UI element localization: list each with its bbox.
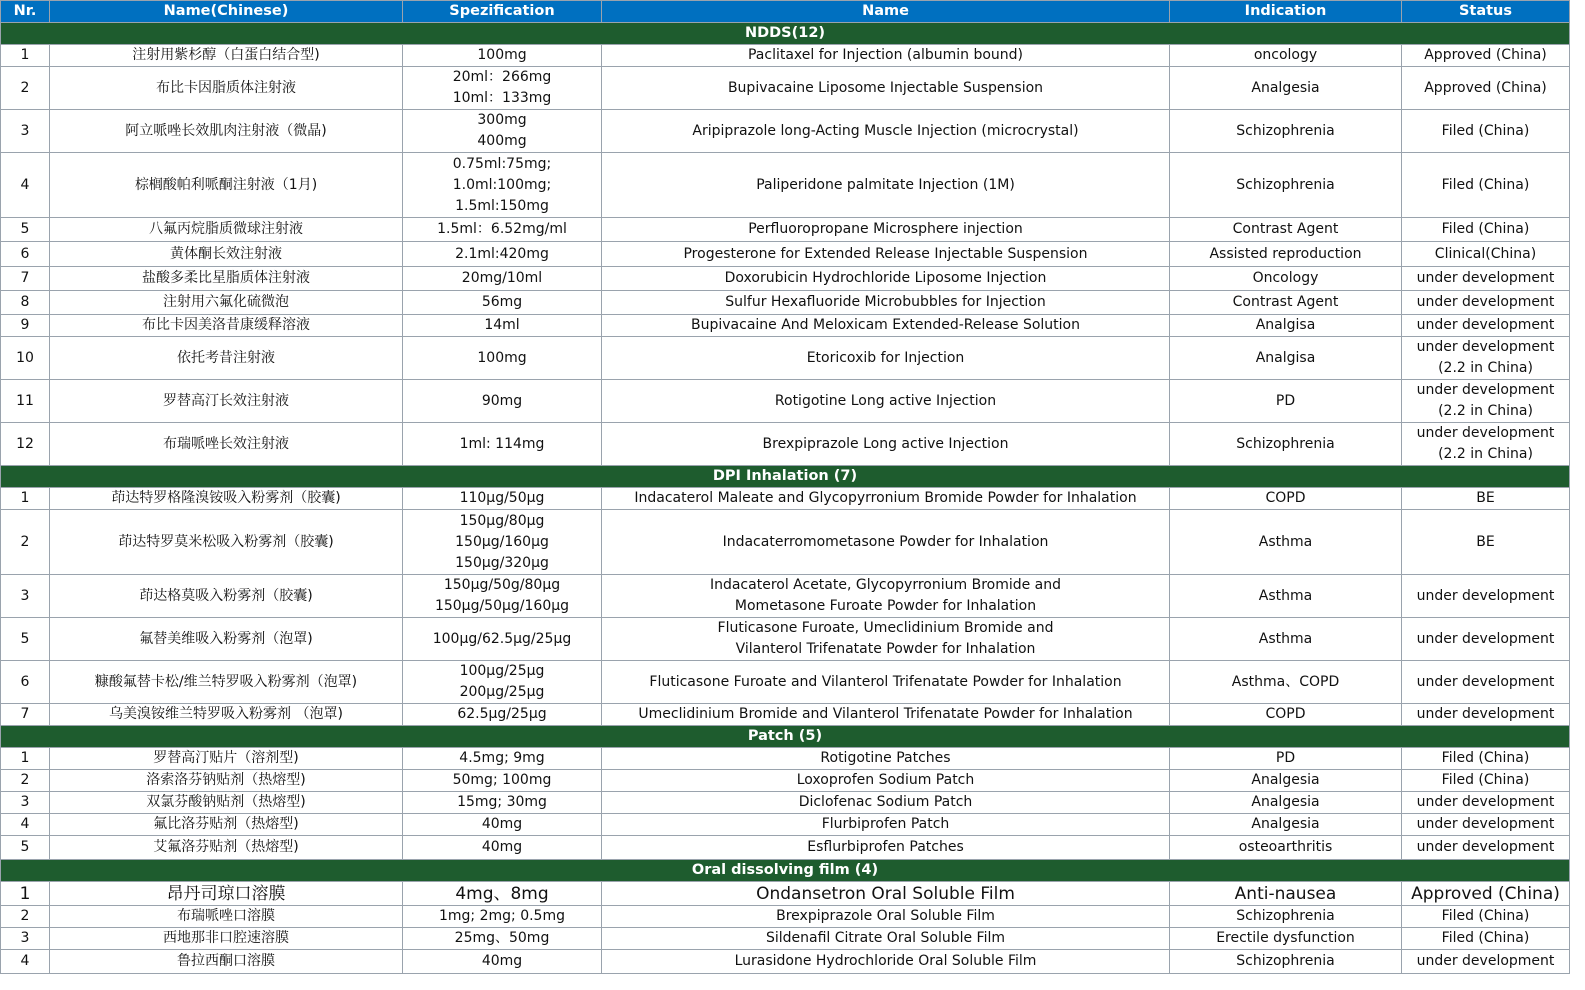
cell-nr: 4 bbox=[1, 814, 50, 836]
cell-line: 20mg/10ml bbox=[461, 270, 543, 286]
cell-line: 400mg bbox=[477, 133, 527, 149]
cell-line: 100mg bbox=[477, 349, 527, 366]
cell-name bbox=[602, 792, 1170, 814]
cell-line: Ondansetron Oral Soluble Film bbox=[756, 883, 1015, 904]
cell-indication: Analgesia bbox=[1170, 67, 1402, 110]
cell-status bbox=[1402, 45, 1570, 67]
cell-nr: 5 bbox=[1, 218, 50, 242]
cell-line: 40mg bbox=[481, 953, 523, 969]
cell-line: 25mg、50mg bbox=[454, 930, 550, 946]
table-row[interactable] bbox=[1, 67, 1570, 110]
cell-line: Filed (China) bbox=[1441, 221, 1530, 237]
cell-line: Paliperidone palmitate Injection (1M) bbox=[756, 176, 1015, 193]
cell-chinese-name: 布比卡因脂质体注射液 bbox=[50, 67, 403, 110]
cell-indication: Oncology bbox=[1170, 267, 1402, 291]
cell-line: Approved (China) bbox=[1424, 47, 1547, 63]
cell-specification bbox=[403, 575, 602, 618]
cell-status bbox=[1402, 337, 1570, 380]
section-title: Oral dissolving film (4) bbox=[1, 860, 1570, 882]
cell-line: Sildenafil Citrate Oral Soluble Film bbox=[765, 930, 1006, 946]
cell-line: under development bbox=[1416, 839, 1555, 855]
cell-line: under development bbox=[1416, 425, 1555, 441]
cell-line: 300mg bbox=[477, 112, 527, 128]
cell-name bbox=[602, 770, 1170, 792]
cell-chinese-name: 乌美溴铵维兰特罗吸入粉雾剂 （泡罩) bbox=[50, 704, 403, 726]
cell-indication: Analgesia bbox=[1170, 792, 1402, 814]
cell-line: Indacaterromometasone Powder for Inhalation bbox=[722, 533, 1049, 550]
cell-specification bbox=[403, 618, 602, 661]
cell-status bbox=[1402, 661, 1570, 704]
table-row[interactable] bbox=[1, 291, 1570, 315]
cell-name bbox=[602, 380, 1170, 423]
cell-line: Diclofenac Sodium Patch bbox=[798, 794, 973, 810]
cell-name bbox=[602, 242, 1170, 267]
col-header-indication[interactable]: Indication bbox=[1170, 1, 1402, 23]
cell-line: under development bbox=[1416, 953, 1555, 969]
cell-nr: 3 bbox=[1, 575, 50, 618]
cell-name bbox=[602, 906, 1170, 928]
cell-indication: Analgisa bbox=[1170, 337, 1402, 380]
cell-name bbox=[602, 337, 1170, 380]
cell-nr: 6 bbox=[1, 661, 50, 704]
cell-line: BE bbox=[1476, 490, 1495, 506]
cell-line: under development bbox=[1416, 794, 1555, 810]
table-row[interactable] bbox=[1, 153, 1570, 218]
cell-line: 0.75ml:75mg; bbox=[452, 155, 552, 172]
cell-status bbox=[1402, 267, 1570, 291]
cell-nr: 12 bbox=[1, 423, 50, 466]
cell-line: Mometasone Furoate Powder for Inhalation bbox=[734, 598, 1037, 614]
cell-nr: 3 bbox=[1, 792, 50, 814]
cell-nr: 5 bbox=[1, 836, 50, 860]
cell-nr: 10 bbox=[1, 337, 50, 380]
cell-line: 56mg bbox=[481, 294, 523, 310]
cell-indication: Asthma bbox=[1170, 575, 1402, 618]
cell-chinese-name: 糠酸氟替卡松/维兰特罗吸入粉雾剂（泡罩) bbox=[50, 661, 403, 704]
col-header-name[interactable]: Name bbox=[602, 1, 1170, 23]
cell-indication: Schizophrenia bbox=[1170, 950, 1402, 974]
cell-status bbox=[1402, 906, 1570, 928]
cell-name bbox=[602, 291, 1170, 315]
cell-line: 1mg; 2mg; 0.5mg bbox=[439, 908, 565, 924]
cell-line: Brexpiprazole Oral Soluble Film bbox=[776, 908, 995, 924]
section-header-row bbox=[1, 23, 1570, 45]
cell-specification bbox=[403, 45, 602, 67]
col-header-nr[interactable]: Nr. bbox=[1, 1, 50, 23]
cell-specification bbox=[403, 218, 602, 242]
cell-nr: 7 bbox=[1, 704, 50, 726]
cell-status bbox=[1402, 67, 1570, 110]
cell-indication: osteoarthritis bbox=[1170, 836, 1402, 860]
cell-indication: Asthma bbox=[1170, 510, 1402, 575]
cell-line: Bupivacaine Liposome Injectable Suspension bbox=[727, 79, 1044, 96]
col-header-specification[interactable]: Spezification bbox=[403, 1, 602, 23]
cell-specification bbox=[403, 748, 602, 770]
cell-indication: Analgesia bbox=[1170, 814, 1402, 836]
table-row[interactable] bbox=[1, 618, 1570, 661]
cell-status bbox=[1402, 315, 1570, 337]
cell-indication: PD bbox=[1170, 748, 1402, 770]
cell-nr: 2 bbox=[1, 510, 50, 575]
table-row[interactable] bbox=[1, 337, 1570, 380]
cell-name bbox=[602, 836, 1170, 860]
cell-line: Approved (China) bbox=[1411, 883, 1560, 904]
table-row[interactable] bbox=[1, 315, 1570, 337]
cell-line: 110μg/50μg bbox=[459, 490, 545, 506]
cell-specification bbox=[403, 380, 602, 423]
cell-name bbox=[602, 575, 1170, 618]
cell-line: Paclitaxel for Injection (albumin bound) bbox=[747, 47, 1023, 63]
cell-name bbox=[602, 488, 1170, 510]
table-row[interactable] bbox=[1, 661, 1570, 704]
table-row[interactable] bbox=[1, 814, 1570, 836]
cell-line: Filed (China) bbox=[1441, 122, 1530, 139]
cell-name bbox=[602, 510, 1170, 575]
cell-line: under development bbox=[1416, 673, 1555, 690]
cell-line: Filed (China) bbox=[1441, 772, 1530, 788]
cell-indication: COPD bbox=[1170, 488, 1402, 510]
cell-chinese-name: 茚达格莫吸入粉雾剂（胶囊) bbox=[50, 575, 403, 618]
cell-specification bbox=[403, 836, 602, 860]
cell-name bbox=[602, 218, 1170, 242]
table-row[interactable] bbox=[1, 928, 1570, 950]
table-row[interactable] bbox=[1, 950, 1570, 974]
cell-line: Perfluoropropane Microsphere injection bbox=[748, 221, 1023, 237]
cell-line: Clinical(China) bbox=[1434, 245, 1537, 262]
cell-indication: PD bbox=[1170, 380, 1402, 423]
cell-name bbox=[602, 45, 1170, 67]
cell-line: Rotigotine Long active Injection bbox=[774, 392, 997, 409]
cell-status bbox=[1402, 510, 1570, 575]
cell-indication: Contrast Agent bbox=[1170, 291, 1402, 315]
cell-name bbox=[602, 110, 1170, 153]
cell-specification bbox=[403, 488, 602, 510]
cell-line: Filed (China) bbox=[1441, 908, 1530, 924]
cell-line: 1.5ml:150mg bbox=[455, 197, 549, 214]
cell-name bbox=[602, 928, 1170, 950]
cell-name bbox=[602, 267, 1170, 291]
cell-specification bbox=[403, 928, 602, 950]
cell-status bbox=[1402, 110, 1570, 153]
cell-indication: Analgesia bbox=[1170, 770, 1402, 792]
cell-name bbox=[602, 423, 1170, 466]
cell-line: 4mg、8mg bbox=[455, 883, 549, 904]
cell-line: Filed (China) bbox=[1441, 930, 1530, 946]
cell-line: Indacaterol Maleate and Glycopyrronium Bromide Powder for Inhalation bbox=[634, 490, 1137, 506]
cell-line: Bupivacaine And Meloxicam Extended-Release Solution bbox=[691, 317, 1080, 333]
cell-line: 62.5μg/25μg bbox=[457, 706, 547, 722]
cell-indication: Erectile dysfunction bbox=[1170, 928, 1402, 950]
cell-specification bbox=[403, 661, 602, 704]
cell-indication: Asthma、COPD bbox=[1170, 661, 1402, 704]
cell-chinese-name: 棕榈酸帕利哌酮注射液（1月) bbox=[50, 153, 403, 218]
cell-line: Sulfur Hexafluoride Microbubbles for Injection bbox=[725, 294, 1046, 310]
cell-nr: 8 bbox=[1, 291, 50, 315]
cell-line: 100μg/25μg bbox=[459, 663, 545, 679]
cell-line: under development bbox=[1416, 382, 1555, 398]
cell-line: Esflurbiprofen Patches bbox=[807, 839, 964, 855]
cell-chinese-name: 茚达特罗格隆溴铵吸入粉雾剂（胶囊) bbox=[50, 488, 403, 510]
cell-indication: Anti-nausea bbox=[1170, 882, 1402, 906]
cell-chinese-name: 罗替高汀贴片（溶剂型) bbox=[50, 748, 403, 770]
cell-line: Vilanterol Trifenatate Powder for Inhalation bbox=[735, 641, 1036, 657]
cell-nr: 4 bbox=[1, 153, 50, 218]
section-header-row bbox=[1, 466, 1570, 488]
cell-specification bbox=[403, 153, 602, 218]
cell-name bbox=[602, 704, 1170, 726]
section-header-row bbox=[1, 726, 1570, 748]
cell-line: 2.1ml:420mg bbox=[455, 245, 549, 262]
cell-specification bbox=[403, 906, 602, 928]
cell-line: 20ml：266mg bbox=[452, 69, 552, 85]
cell-line: Etoricoxib for Injection bbox=[806, 349, 965, 366]
cell-status bbox=[1402, 488, 1570, 510]
cell-status bbox=[1402, 291, 1570, 315]
cell-specification bbox=[403, 792, 602, 814]
cell-nr: 7 bbox=[1, 267, 50, 291]
cell-line: 50mg; 100mg bbox=[452, 772, 552, 788]
table-row[interactable] bbox=[1, 242, 1570, 267]
cell-specification bbox=[403, 110, 602, 153]
cell-line: 150μg/80μg bbox=[459, 512, 545, 529]
cell-specification bbox=[403, 882, 602, 906]
section-title: DPI Inhalation (7) bbox=[1, 466, 1570, 488]
cell-line: 1.0ml:100mg; bbox=[452, 176, 552, 193]
cell-status bbox=[1402, 153, 1570, 218]
cell-line: 150μg/320μg bbox=[455, 554, 549, 571]
cell-line: 10ml：133mg bbox=[452, 90, 552, 106]
cell-chinese-name: 洛索洛芬钠贴剂（热熔型) bbox=[50, 770, 403, 792]
cell-status bbox=[1402, 950, 1570, 974]
table-row[interactable] bbox=[1, 45, 1570, 67]
cell-chinese-name: 布比卡因美洛昔康缓释溶液 bbox=[50, 315, 403, 337]
cell-status bbox=[1402, 748, 1570, 770]
cell-chinese-name: 艾氟洛芬贴剂（热熔型) bbox=[50, 836, 403, 860]
cell-status bbox=[1402, 928, 1570, 950]
cell-specification bbox=[403, 814, 602, 836]
cell-chinese-name: 茚达特罗莫米松吸入粉雾剂（胶囊) bbox=[50, 510, 403, 575]
cell-nr: 1 bbox=[1, 748, 50, 770]
cell-specification bbox=[403, 510, 602, 575]
cell-status bbox=[1402, 792, 1570, 814]
cell-indication: COPD bbox=[1170, 704, 1402, 726]
cell-line: 150μg/160μg bbox=[455, 533, 549, 550]
cell-status bbox=[1402, 218, 1570, 242]
cell-chinese-name: 阿立哌唑长效肌肉注射液（微晶) bbox=[50, 110, 403, 153]
cell-line: under development bbox=[1416, 294, 1555, 310]
cell-indication: Schizophrenia bbox=[1170, 153, 1402, 218]
cell-line: 40mg bbox=[481, 839, 523, 855]
cell-line: 1.5ml：6.52mg/ml bbox=[437, 221, 567, 237]
cell-line: Aripiprazole long-Acting Muscle Injection (microcrystal) bbox=[692, 122, 1079, 139]
cell-name bbox=[602, 882, 1170, 906]
cell-line: Progesterone for Extended Release Injectable Suspension bbox=[683, 245, 1088, 262]
cell-specification bbox=[403, 337, 602, 380]
cell-indication: oncology bbox=[1170, 45, 1402, 67]
cell-line: Filed (China) bbox=[1441, 750, 1530, 766]
cell-name bbox=[602, 315, 1170, 337]
cell-line: under development bbox=[1416, 587, 1555, 604]
cell-line: under development bbox=[1416, 317, 1555, 333]
cell-line: under development bbox=[1416, 816, 1555, 832]
cell-line: 200μg/25μg bbox=[459, 684, 545, 700]
cell-line: 100mg bbox=[477, 47, 527, 63]
cell-line: under development bbox=[1416, 339, 1555, 355]
cell-nr: 1 bbox=[1, 882, 50, 906]
cell-line: 4.5mg; 9mg bbox=[459, 750, 545, 766]
cell-name bbox=[602, 950, 1170, 974]
table-row[interactable] bbox=[1, 510, 1570, 575]
section-header-row bbox=[1, 860, 1570, 882]
cell-chinese-name: 氟比洛芬贴剂（热熔型) bbox=[50, 814, 403, 836]
cell-status bbox=[1402, 770, 1570, 792]
cell-status bbox=[1402, 814, 1570, 836]
cell-status bbox=[1402, 836, 1570, 860]
cell-name bbox=[602, 661, 1170, 704]
cell-status bbox=[1402, 618, 1570, 661]
cell-line: 15mg; 30mg bbox=[457, 794, 547, 810]
section-title: Patch (5) bbox=[1, 726, 1570, 748]
table-row[interactable] bbox=[1, 770, 1570, 792]
table-row[interactable] bbox=[1, 380, 1570, 423]
cell-indication: Schizophrenia bbox=[1170, 423, 1402, 466]
table-row[interactable] bbox=[1, 218, 1570, 242]
cell-line: Loxoprofen Sodium Patch bbox=[796, 772, 975, 788]
table-row[interactable] bbox=[1, 882, 1570, 906]
table-row[interactable] bbox=[1, 267, 1570, 291]
cell-chinese-name: 鲁拉西酮口溶膜 bbox=[50, 950, 403, 974]
cell-nr: 5 bbox=[1, 618, 50, 661]
cell-nr: 2 bbox=[1, 67, 50, 110]
col-header-chinese-name[interactable]: Name(Chinese) bbox=[50, 1, 403, 23]
cell-nr: 2 bbox=[1, 770, 50, 792]
cell-name bbox=[602, 748, 1170, 770]
cell-line: under development bbox=[1416, 630, 1555, 647]
table-row[interactable] bbox=[1, 906, 1570, 928]
cell-name bbox=[602, 618, 1170, 661]
cell-line: Indacaterol Acetate, Glycopyrronium Bromide and bbox=[709, 577, 1062, 593]
cell-line: 90mg bbox=[481, 392, 523, 409]
cell-line: (2.2 in China) bbox=[1438, 403, 1533, 419]
table-row[interactable] bbox=[1, 488, 1570, 510]
cell-name bbox=[602, 67, 1170, 110]
cell-specification bbox=[403, 770, 602, 792]
cell-line: Fluticasone Furoate and Vilanterol Trifenatate Powder for Inhalation bbox=[649, 673, 1122, 690]
cell-status bbox=[1402, 704, 1570, 726]
cell-chinese-name: 罗替高汀长效注射液 bbox=[50, 380, 403, 423]
cell-chinese-name: 氟替美维吸入粉雾剂（泡罩) bbox=[50, 618, 403, 661]
cell-line: under development bbox=[1416, 706, 1555, 722]
table-row[interactable] bbox=[1, 792, 1570, 814]
cell-indication: Assisted reproduction bbox=[1170, 242, 1402, 267]
cell-line: 40mg bbox=[481, 816, 523, 832]
cell-nr: 3 bbox=[1, 110, 50, 153]
cell-line: 150μg/50μg/160μg bbox=[434, 598, 570, 614]
cell-chinese-name: 注射用紫杉醇（白蛋白结合型) bbox=[50, 45, 403, 67]
cell-specification bbox=[403, 950, 602, 974]
table-body bbox=[1, 23, 1570, 974]
cell-specification bbox=[403, 315, 602, 337]
col-header-status[interactable]: Status bbox=[1402, 1, 1570, 23]
cell-specification bbox=[403, 291, 602, 315]
cell-chinese-name: 布瑞哌唑口溶膜 bbox=[50, 906, 403, 928]
cell-line: 150μg/50g/80μg bbox=[443, 577, 561, 593]
cell-nr: 6 bbox=[1, 242, 50, 267]
cell-line: Umeclidinium Bromide and Vilanterol Trifenatate Powder for Inhalation bbox=[638, 706, 1133, 722]
cell-line: (2.2 in China) bbox=[1438, 360, 1533, 376]
section-title: NDDS(12) bbox=[1, 23, 1570, 45]
cell-line: Approved (China) bbox=[1424, 79, 1547, 96]
cell-specification bbox=[403, 267, 602, 291]
cell-specification bbox=[403, 242, 602, 267]
cell-name bbox=[602, 153, 1170, 218]
cell-line: 100μg/62.5μg/25μg bbox=[432, 630, 572, 647]
cell-specification bbox=[403, 423, 602, 466]
cell-indication: Contrast Agent bbox=[1170, 218, 1402, 242]
table-row[interactable] bbox=[1, 423, 1570, 466]
cell-line: Doxorubicin Hydrochloride Liposome Injection bbox=[724, 270, 1047, 286]
cell-chinese-name: 昂丹司琼口溶膜 bbox=[50, 882, 403, 906]
cell-line: 14ml bbox=[484, 317, 520, 333]
table-row[interactable] bbox=[1, 575, 1570, 618]
cell-indication: Analgisa bbox=[1170, 315, 1402, 337]
cell-chinese-name: 布瑞哌唑长效注射液 bbox=[50, 423, 403, 466]
cell-chinese-name: 黄体酮长效注射液 bbox=[50, 242, 403, 267]
cell-chinese-name: 注射用六氟化硫微泡 bbox=[50, 291, 403, 315]
cell-line: under development bbox=[1416, 270, 1555, 286]
table-row[interactable] bbox=[1, 110, 1570, 153]
cell-nr: 2 bbox=[1, 906, 50, 928]
cell-chinese-name: 盐酸多柔比星脂质体注射液 bbox=[50, 267, 403, 291]
cell-status bbox=[1402, 575, 1570, 618]
cell-line: Filed (China) bbox=[1441, 176, 1530, 193]
cell-indication: Schizophrenia bbox=[1170, 110, 1402, 153]
cell-name bbox=[602, 814, 1170, 836]
cell-specification bbox=[403, 67, 602, 110]
cell-status bbox=[1402, 882, 1570, 906]
cell-chinese-name: 双氯芬酸钠贴剂（热熔型) bbox=[50, 792, 403, 814]
cell-chinese-name: 依托考昔注射液 bbox=[50, 337, 403, 380]
table-row[interactable] bbox=[1, 748, 1570, 770]
cell-line: Brexpiprazole Long active Injection bbox=[762, 435, 1009, 452]
cell-line: Rotigotine Patches bbox=[820, 750, 951, 766]
table-row[interactable] bbox=[1, 836, 1570, 860]
cell-status bbox=[1402, 380, 1570, 423]
cell-specification bbox=[403, 704, 602, 726]
cell-nr: 4 bbox=[1, 950, 50, 974]
cell-line: Lurasidone Hydrochloride Oral Soluble Film bbox=[734, 953, 1037, 969]
cell-nr: 1 bbox=[1, 45, 50, 67]
cell-status bbox=[1402, 242, 1570, 267]
cell-status bbox=[1402, 423, 1570, 466]
cell-line: Fluticasone Furoate, Umeclidinium Bromide and bbox=[717, 620, 1054, 636]
cell-chinese-name: 西地那非口腔速溶膜 bbox=[50, 928, 403, 950]
cell-nr: 3 bbox=[1, 928, 50, 950]
table-row[interactable] bbox=[1, 704, 1570, 726]
cell-chinese-name: 八氟丙烷脂质微球注射液 bbox=[50, 218, 403, 242]
cell-line: 1ml: 114mg bbox=[459, 435, 545, 452]
cell-nr: 9 bbox=[1, 315, 50, 337]
cell-nr: 11 bbox=[1, 380, 50, 423]
header-row bbox=[1, 1, 1570, 23]
cell-line: Flurbiprofen Patch bbox=[821, 816, 950, 832]
cell-indication: Asthma bbox=[1170, 618, 1402, 661]
cell-nr: 1 bbox=[1, 488, 50, 510]
cell-line: (2.2 in China) bbox=[1438, 446, 1533, 462]
cell-indication: Schizophrenia bbox=[1170, 906, 1402, 928]
cell-line: BE bbox=[1476, 533, 1495, 550]
